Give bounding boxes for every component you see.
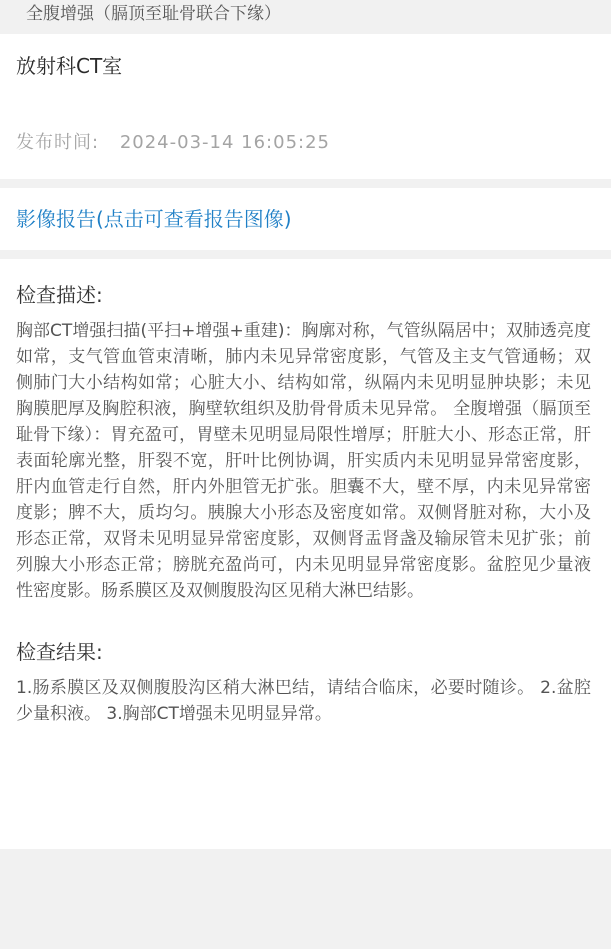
result-title: 检查结果: [16, 640, 103, 664]
section-divider [0, 250, 611, 259]
department-name: 放射科CT室 [16, 54, 123, 78]
result-text: 1.肠系膜区及双侧腹股沟区稍大淋巴结，请结合临床，必要时随诊。 2.盆腔少量积液。 3.胸部CT增强未见明显异常。 [16, 678, 591, 724]
publish-time-row [16, 130, 595, 156]
publish-time-value: 2024-03-14 16:05:25 [119, 132, 330, 153]
description-title: 检查描述: [16, 283, 103, 307]
info-card [0, 34, 611, 179]
section-divider [0, 179, 611, 188]
publish-time-label: 发布时间: [16, 132, 100, 153]
report-content-card [0, 259, 611, 849]
image-report-link[interactable]: 影像报告(点击可查看报告图像) [16, 207, 292, 231]
exam-title: 全腹增强（膈顶至耻骨联合下缘） [26, 4, 281, 24]
description-text: 胸部CT增强扫描(平扫+增强+重建)：胸廓对称，气管纵隔居中；双肺透亮度如常，支气管血管束清晰，肺内未见异常密度影，气管及主支气管通畅；双侧肺门大小结构如常；心脏大小、结构如常，纵隔内未见明显肿块影；未见胸膜肥厚及胸腔积液，胸壁软组织及肋骨骨质未见异常。 全腹增强（膈顶至耻骨下缘）：胃充盈可，胃壁未见明显局限性增厚；肝脏大小、形态正常，肝表面轮廓光整，肝裂不宽，肝叶比例协调，肝实质内未见明显异常密度影，肝内血管走行自然，肝内外胆管无扩张。胆囊不大，壁不厚，内未见异常密度影；脾不大，质均匀。胰腺大小形态及密度如常。双侧肾脏对称，大小及形态正常，双肾未见明显异常密度影，双侧肾盂肾盏及输尿管未见扩张；前列腺大小形态正常；膀胱充盈尚可，内未见明显异常密度影。盆腔见少量液性密度影。肠系膜区及双侧腹股沟区见稍大淋巴结影。 [16, 321, 591, 601]
report-link-card[interactable] [0, 188, 611, 250]
exam-title-strip [0, 0, 611, 34]
